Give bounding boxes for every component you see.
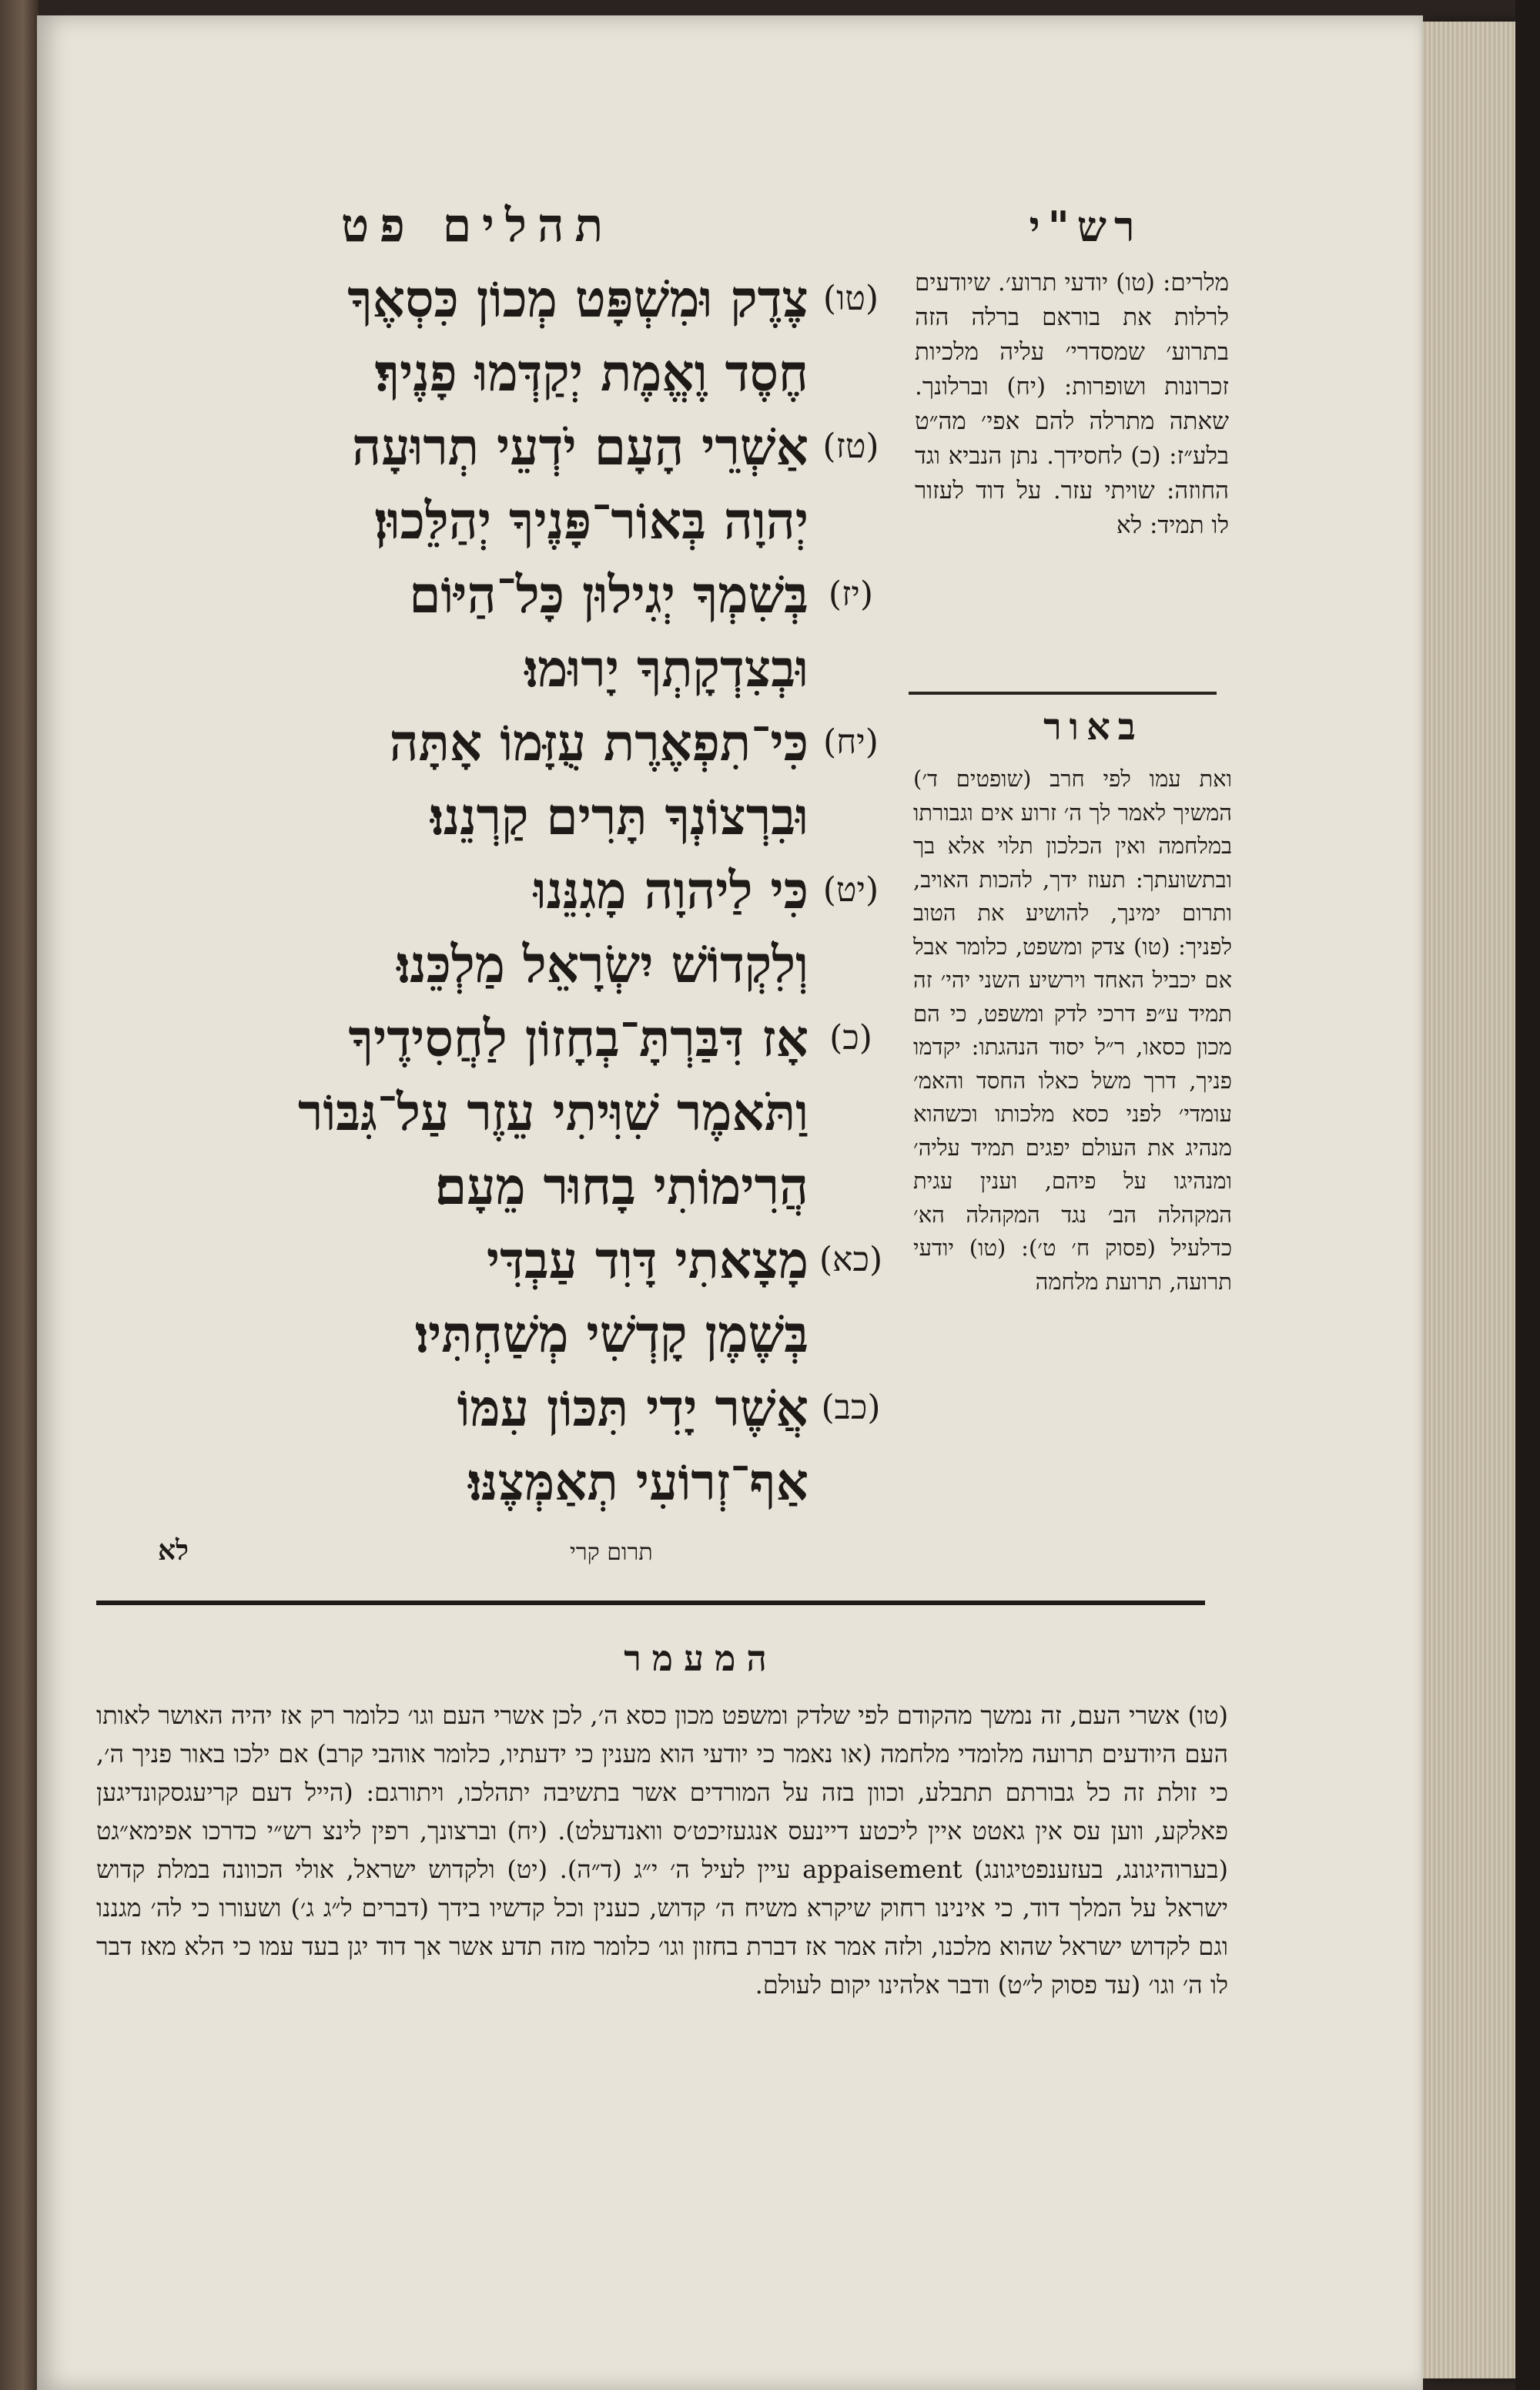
biur-header: באור [1043, 706, 1143, 749]
verse-text: כִּי־תִפְאֶרֶת עֻזָּמוֹ אָתָּה [389, 712, 808, 773]
verse-text: וְלִקְדוֹשׁ יִשְׂרָאֵל מַלְכֵּנוּ׃ [397, 934, 808, 994]
page-stack-edges [1423, 22, 1515, 2378]
horizontal-rule [96, 1601, 1205, 1605]
verse-text: הֲרִימוֹתִי בָחוּר מֵעָם׃ [434, 1156, 808, 1216]
verse-text: יְהוָה בְּאוֹר־פָּנֶיךָ יְהַלֵּכוּן׃ [373, 491, 808, 551]
verse-text: כִּי לַיהוָה מָגִנֵּנוּ [533, 860, 808, 920]
verse-text: אֲשֶׁר יָדִי תִּכּוֹן עִמּוֹ [457, 1378, 808, 1438]
biur-commentary: ואת עמו לפי חרב (שופטים ד׳) המשיך לאמר לך ה׳ זרוע אים וגבורתו במלחמה ואין הכלכון תלוי אלא בך ובתשועתך: תעוז ידך, להכות האויב, ותרום ימינך, להושיע את הטוב לפניך: (טו) צדק ומשפט, כלומר אבל אם יכביל האחד וירשיע השני יהי׳ זה תמיד ע״פ דרכי לדק ומשפט, כי הם מכון כסאו, ר״ל יסוד הנהגתו: יקדמו פניך, דרך משל כאלו החסד והאמ׳ עומדי׳ לפני כסא מלכותו וכשהוא מנהיג את העולם יפגים תמיד עליה׳ ומנהיגו על פיהם, וענין עגית המקהלה הב׳ נגד המקהלה הא׳ כדלעיל (פסוק ח׳ ט׳): (טו) יודעי תרועה, תרועת מלחמה [913, 766, 1232, 1295]
verse-text: צֶדֶק וּמִשְׁפָּט מְכוֹן כִּסְאֶךָ [347, 269, 808, 329]
verse-line [77, 927, 893, 1001]
verse-number: (טז) [822, 427, 879, 466]
verse-line [77, 1445, 893, 1519]
background-right [1515, 0, 1540, 2390]
verse-line [77, 706, 893, 779]
verse-line [77, 1075, 893, 1149]
verse-text: חֶסֶד וֶאֱמֶת יְקַדְּמוּ פָנֶיךָ׃ [374, 343, 808, 403]
verse-line [77, 1001, 893, 1075]
verse-text: וַתֹּאמֶר שִׁוִּיתִי עֵזֶר עַל־גִּבּוֹר [297, 1082, 808, 1142]
rashi-header: רש"י [1029, 202, 1143, 251]
catchword: תרום קרי [570, 1539, 653, 1566]
verse-line [77, 1371, 893, 1445]
verse-line [77, 779, 893, 853]
verse-text: וּבְצִדְקָתְךָ יָרוּמוּ׃ [524, 639, 808, 699]
verse-text: מָצָאתִי דָּוִד עַבְדִּי [486, 1230, 808, 1290]
verse-number: (יז) [828, 575, 874, 614]
verse-line [77, 558, 893, 632]
verse-line [77, 410, 893, 484]
verse-line [77, 1297, 893, 1371]
rashi-commentary: מלרים: (טו) יודעי תרוע׳. שיודעים לרלות את בוראם ברלה הזה בתרוע׳ שמסדרי׳ עליה מלכיות זכרונות ושופרות: (יח) וברלונך. שאתה מתרלה להם אפי׳ מה״ט בלע״ז: (כ) לחסידך. נתן הנביא וגד החוזה: שויתי עזר. על דוד לעזור לו תמיד: לא [915, 269, 1229, 539]
verse-number: (טו) [822, 279, 879, 318]
verse-line [77, 632, 893, 706]
verse-number: (כב) [821, 1388, 881, 1427]
verse-number: (יח) [823, 722, 879, 762]
column-divider [909, 692, 1217, 695]
meamer-header: המעמר [624, 1637, 778, 1679]
verse-number: (כא) [819, 1240, 883, 1279]
psalm-header: תהלים פט [340, 199, 614, 253]
verse-line [77, 1149, 893, 1223]
psalm-verses [77, 262, 893, 1519]
verse-text: וּבִרְצוֹנְךָ תָּרִים קַרְנֵנוּ׃ [430, 786, 808, 846]
verse-number: (יט) [822, 870, 879, 910]
verse-line [77, 262, 893, 336]
verse-number: (כ) [829, 1018, 872, 1058]
verse-line [77, 1223, 893, 1297]
verse-text: אַף־זְרוֹעִי תְאַמְּצֶנּוּ׃ [468, 1452, 808, 1512]
page-signature: לא [158, 1534, 189, 1567]
verse-text: אַשְׁרֵי הָעָם יֹדְעֵי תְרוּעָה [352, 417, 808, 477]
verse-text: בְּשֶׁמֶן קָדְשִׁי מְשַׁחְתִּיו׃ [415, 1304, 808, 1364]
verse-line [77, 484, 893, 558]
verse-line [77, 853, 893, 927]
verse-text: בְּשִׁמְךָ יְגִילוּן כָּל־הַיּוֹם [409, 565, 808, 625]
left-page-edge [0, 0, 38, 2390]
verse-line [77, 336, 893, 410]
verse-text: אָז דִּבַּרְתָּ־בְחָזוֹן לַחֲסִידֶיךָ [348, 1008, 808, 1068]
meamer-commentary: (טו) אשרי העם, זה נמשך מהקודם לפי שלדק ומשפט מכון כסא ה׳, לכן אשרי העם וגו׳ כלומר רק אז יהיה האושר לאותו העם היודעים תרועה מלומדי מלחמה (או נאמר כי יודעי הוא מענין כי ידעתיו, כלומר אוהבי קרב) אם ילכו באור פניך ה׳, כי זולת זה כל גבורתם תתבלע, וכוון בזה על המורדים אשר בתשיבה יתהלכו, ויתורגם: (הייל דעם קריעגסקונדיגען פאלקע, ווען עס אין גאטט איין ליכטע דיינעס אנגעזיכט׳ס וואנדעלט). (יח) וברצונך, רפין לינצ רש״י כדרכו אפימא״גט (בערוהיגונג, בעזענפטיגונג) appaisement עיין לעיל ה׳ י״ג (ד״ה). (יט) ולקדוש ישראל, אולי הכוונה במלת קדוש ישראל על המלך דוד, כי אינינו רחוק שיקרא משיח ה׳ קדוש, כענין וכל קדשיו בידך (דברים ל״ג ג׳) ושעורו כי לה׳ מגננו וגם לקדוש ישראל שהוא מלכנו, ולזה אמר אז דברת בחזון וגו׳ כלומר מזה תדע אשר אך דוד יגן בעד עמו כי הלא מאז דבר לו ה׳ וגו׳ (עד פסוק ל״ט) ודבר אלהינו יקום לעולם. [96, 1701, 1229, 1999]
